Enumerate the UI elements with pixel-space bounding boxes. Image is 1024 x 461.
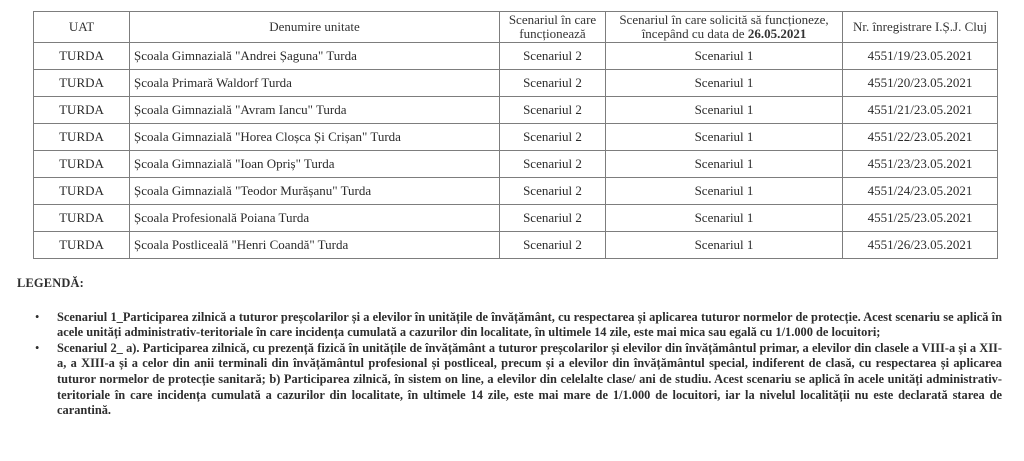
cell-unit-name: Școala Gimnazială "Avram Iancu" Turda [130, 97, 500, 124]
cell-requested-scenario: Scenariul 1 [606, 205, 843, 232]
table-row [34, 232, 998, 259]
cell-registration-number: 4551/20/23.05.2021 [843, 70, 998, 97]
cell-current-scenario: Scenariul 2 [500, 205, 606, 232]
cell-unit-name: Școala Gimnazială "Horea Cloșca Și Crișan" Turda [130, 124, 500, 151]
cell-registration-number: 4551/19/23.05.2021 [843, 43, 998, 70]
cell-registration-number: 4551/21/23.05.2021 [843, 97, 998, 124]
cell-current-scenario: Scenariul 2 [500, 232, 606, 259]
cell-unit-name: Școala Gimnazială "Andrei Șaguna" Turda [130, 43, 500, 70]
legend-item-text: Scenariul 1_Participarea zilnică a tuturor preșcolarilor și a elevilor în unitățile de învățământ, cu respectarea și aplicarea tuturor normelor de protecție. Acest scenariu se aplică în acele unități administrativ-teritoriale în care incidența cumulată a cazurilor din localitate, în ultimele 14 zile, este mai mica sau egală cu 1/1.000 de locuitori; [57, 309, 1002, 340]
legend-item-scenario-2 [35, 340, 1002, 419]
table-row [34, 124, 998, 151]
header-registration-number: Nr. înregistrare I.Ș.J. Cluj [843, 12, 998, 43]
cell-registration-number: 4551/25/23.05.2021 [843, 205, 998, 232]
legend-section [17, 276, 1002, 419]
bullet-icon: • [35, 309, 40, 324]
cell-registration-number: 4551/23/23.05.2021 [843, 151, 998, 178]
cell-requested-scenario: Scenariul 1 [606, 124, 843, 151]
cell-requested-scenario: Scenariul 1 [606, 70, 843, 97]
cell-current-scenario: Scenariul 2 [500, 178, 606, 205]
legend-title: LEGENDĂ: [17, 276, 85, 290]
cell-requested-scenario: Scenariul 1 [606, 97, 843, 124]
cell-uat: TURDA [34, 205, 130, 232]
cell-uat: TURDA [34, 97, 130, 124]
cell-unit-name: Școala Primară Waldorf Turda [130, 70, 500, 97]
cell-requested-scenario: Scenariul 1 [606, 43, 843, 70]
cell-requested-scenario: Scenariul 1 [606, 151, 843, 178]
cell-current-scenario: Scenariul 2 [500, 97, 606, 124]
header-requested-scenario [606, 12, 843, 43]
header-requested-scenario-date: 26.05.2021 [747, 26, 807, 41]
cell-current-scenario: Scenariul 2 [500, 70, 606, 97]
cell-uat: TURDA [34, 70, 130, 97]
legend-item-text: Scenariul 2_ a). Participarea zilnică, cu prezență fizică în unitățile de învățământ a tuturor preșcolarilor și elevilor din învățământul primar, a elevilor din clasele a VIII-a și a XII-a, a XIII-a și a celor din anii terminali din învățământul profesional și postliceal, precum și a elevilor din învățământul special, indiferent de clasă, cu respectarea și aplicarea tuturor normelor de protecție sanitară; b) Participarea zilnică, în sistem on line, a elevilor din celelalte clase/ ani de studiu. Acest scenariu se aplică în acele unități administrativ-teritoriale în care incidența cumulată a cazurilor din localitate, în ultimele 14 zile, este mai mare de 1/1.000 de locuitori, iar la nivelul localității nu este declarată starea de carantină. [57, 340, 1002, 418]
cell-registration-number: 4551/22/23.05.2021 [843, 124, 998, 151]
cell-uat: TURDA [34, 178, 130, 205]
cell-registration-number: 4551/24/23.05.2021 [843, 178, 998, 205]
cell-requested-scenario: Scenariul 1 [606, 232, 843, 259]
cell-uat: TURDA [34, 124, 130, 151]
legend-list [17, 310, 1002, 419]
table-body [34, 43, 998, 259]
header-unit-name: Denumire unitate [130, 12, 500, 43]
header-current-scenario: Scenariul în care funcționează [500, 12, 606, 43]
cell-uat: TURDA [34, 43, 130, 70]
cell-unit-name: Școala Profesională Poiana Turda [130, 205, 500, 232]
cell-current-scenario: Scenariul 2 [500, 151, 606, 178]
legend-item-scenario-1 [35, 309, 1002, 341]
table-row [34, 205, 998, 232]
cell-unit-name: Școala Gimnazială "Teodor Murășanu" Turda [130, 178, 500, 205]
table-row [34, 97, 998, 124]
cell-current-scenario: Scenariul 2 [500, 43, 606, 70]
table-row [34, 43, 998, 70]
table-row [34, 151, 998, 178]
bullet-icon: • [35, 340, 40, 355]
header-uat: UAT [34, 12, 130, 43]
cell-registration-number: 4551/26/23.05.2021 [843, 232, 998, 259]
cell-unit-name: Școala Gimnazială "Ioan Opriș" Turda [130, 151, 500, 178]
cell-uat: TURDA [34, 232, 130, 259]
header-requested-scenario-text: Scenariul în care solicită să funcționeze, începând cu data de [619, 12, 829, 41]
cell-current-scenario: Scenariul 2 [500, 124, 606, 151]
table-header-row [34, 12, 998, 43]
cell-requested-scenario: Scenariul 1 [606, 178, 843, 205]
schools-scenario-table [33, 11, 998, 259]
cell-uat: TURDA [34, 151, 130, 178]
table-row [34, 70, 998, 97]
table-row [34, 178, 998, 205]
cell-unit-name: Școala Postliceală "Henri Coandă" Turda [130, 232, 500, 259]
